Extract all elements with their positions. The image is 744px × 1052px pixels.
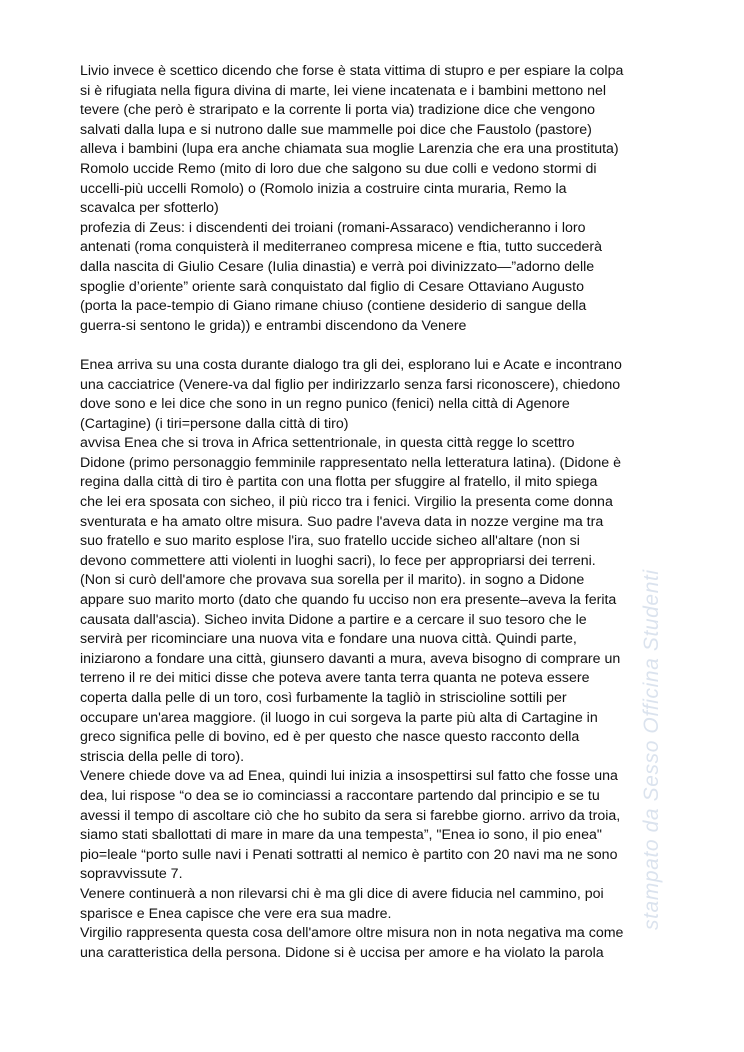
text-line: Livio invece è scettico dicendo che forse è stata vittima di stupro e per espiare la colpa: [80, 63, 624, 79]
text-line: sopravvissute 7.: [80, 866, 183, 883]
text-line: scavalca per sfotterlo): [80, 200, 219, 217]
text-line: (porta la pace-tempio di Giano rimane chiuso (contiene desiderio di sangue della: [80, 298, 587, 315]
text-line: una caratteristica della persona. Didone si è uccisa per amore e ha violato la parola: [80, 944, 604, 961]
text-line: regina dalla città di tiro è partita con una flotta per sfuggire al fratello, il mito spiega: [80, 474, 598, 491]
text-line: suo fratello e suo marito esplose l'ira, suo fratello uccide sicheo all'altare (non si: [80, 533, 580, 550]
text-line: salvati dalla lupa e si nutrono dalle sue mammelle poi dice che Faustolo (pastore): [80, 121, 592, 138]
text-line: sparisce e Enea capisce che vere era sua madre.: [80, 905, 392, 922]
text-line: terreno il re dei mitici disse che poteva avere tanta terra quanta ne poteva essere: [80, 670, 590, 687]
text-line: avvisa Enea che si trova in Africa settentrionale, in questa città regge lo scettro: [80, 435, 575, 452]
text-line: antenati (roma conquisterà il mediterraneo compresa micene e ftia, tutto succederà: [80, 239, 603, 256]
text-line: iniziarono a fondare una città, giunsero davanti a mura, aveva bisogno di comprare un: [80, 650, 621, 667]
text-line: occupare un'area maggiore. (il luogo in cui sorgeva la parte più alta di Cartagine in: [80, 709, 598, 726]
text-line: avessi il tempo di ascoltare ciò che ho subito da sera si farebbe giorno. arrivo da troia,: [80, 807, 621, 824]
text-line: alleva i bambini (lupa era anche chiamata sua moglie Larenzia che era una prostituta): [80, 141, 619, 158]
text-line: guerra-si sentono le grida)) e entrambi discendono da Venere: [80, 317, 467, 334]
text-line: profezia di Zeus: i discendenti dei troiani (romani-Assaraco) vendicheranno i loro: [80, 219, 586, 236]
text-line: tevere (che però è straripato e la corrente li porta via) tradizione dice che vengono: [80, 102, 595, 119]
text-line: greco significa pelle di bovino, ed è per questo che nasce questo racconto della: [80, 729, 580, 746]
text-line: Venere chiede dove va ad Enea, quindi lui inizia a insospettirsi sul fatto che fosse una: [80, 768, 618, 785]
text-line: causata dall'ascia). Sicheo invita Didone a partire e a cercare il suo tesoro che le: [80, 611, 587, 628]
paragraph-gap: [80, 336, 670, 356]
text-line: Virgilio rappresenta questa cosa dell'amore oltre misura non in nota negativa ma come: [80, 925, 624, 942]
text-line: (Non si curò dell'amore che provava sua sorella per il marito). in sogno a Didone: [80, 572, 585, 589]
text-line: Didone (primo personaggio femminile rappresentato nella letteratura latina). (Didone è: [80, 454, 621, 471]
text-line: pio=leale “porto sulle navi i Penati sottratti al nemico è partito con 20 navi ma ne sono: [80, 846, 618, 863]
text-line: dove sono e lei dice che sono in un regno punico (fenici) nella città di Agenore: [80, 396, 570, 413]
text-line: uccelli-più uccelli Romolo) o (Romolo inizia a costruire cinta muraria, Remo la: [80, 180, 567, 197]
text-line: Venere continuerà a non rilevarsi chi è ma gli dice di avere fiducia nel cammino, poi: [80, 885, 604, 902]
text-line: striscia della pelle di toro).: [80, 748, 245, 765]
text-line: dea, lui rispose “o dea se io cominciassi a raccontare partendo dal principio e se tu: [80, 787, 600, 804]
paragraph: [80, 62, 670, 336]
text-line: (Cartagine) (i tiri=persone dalla città di tiro): [80, 415, 349, 432]
text-line: coperta dalla pelle di un toro, così furbamente la tagliò in striscioline sottili per: [80, 690, 567, 706]
paragraph: [80, 356, 670, 963]
text-line: Enea arriva su una costa durante dialogo tra gli dei, esplorano lui e Acate e incontrano: [80, 356, 622, 373]
text-line: Romolo uccide Remo (mito di loro due che salgono su due colli e vedono stormi di: [80, 160, 597, 177]
text-line: servirà per ricominciare una nuova vita e fondare una nuova città. Quindi parte,: [80, 631, 577, 648]
text-line: devono commettere atti violenti in luoghi sacri), lo fece per appropriarsi dei terreni.: [80, 552, 596, 569]
text-line: dalla nascita di Giulio Cesare (Iulia dinastia) e verrà poi divinizzato—”adorno delle: [80, 258, 595, 275]
text-line: spoglie d’oriente” oriente sarà conquistato dal figlio di Cesare Ottaviano Augusto: [80, 278, 584, 295]
text-line: che lei era sposata con sicheo, il più ricco tra i fenici. Virgilio la presenta come donna: [80, 494, 613, 511]
text-line: si è rifugiata nella figura divina di marte, lei viene incatenata e i bambini mettono nel: [80, 82, 607, 99]
document-body: [80, 62, 670, 963]
text-line: una cacciatrice (Venere-va dal figlio per indirizzarlo senza farsi riconoscere), chiedono: [80, 376, 621, 393]
text-line: sventurata e ha amato oltre misura. Suo padre l'aveva data in nozze vergine ma tra: [80, 513, 604, 530]
text-line: siamo stati sballottati di mare in mare da una tempesta”, "Enea io sono, il pio enea": [80, 827, 602, 844]
watermark: stampato da Sesso Officina Studenti: [640, 569, 663, 930]
text-line: appare suo marito morto (dato che quando fu ucciso non era presente–aveva la ferita: [80, 592, 617, 609]
